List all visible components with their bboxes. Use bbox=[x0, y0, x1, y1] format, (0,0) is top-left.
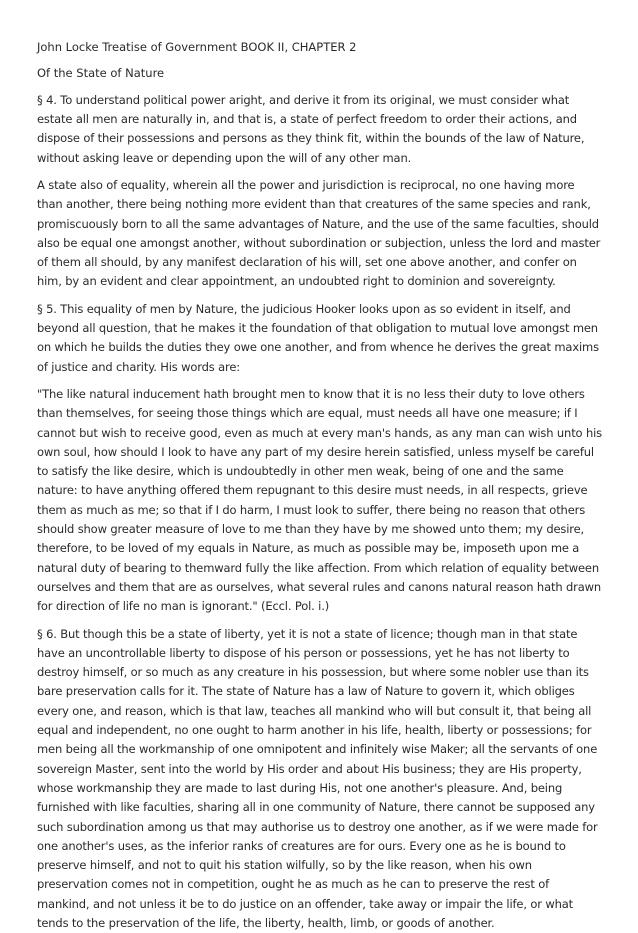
paragraph-section-5: § 5. This equality of men by Nature, the judicious Hooker looks upon as so evident in itself, and beyond all question, that he makes it the foundation of that obligation to mutual love amongst men on which he builds the duties they owe one another, and from whence he derives the great maxims of justice and charity. His words are: bbox=[37, 301, 599, 374]
paragraph-equality: A state also of equality, wherein all the power and jurisdiction is reciprocal, no one having more than another, there being nothing more evident than that creatures of the same species and rank, promiscuously born to all the same advantages of Nature, and the use of the same faculties, should also be equal one amongst another, without subordination or subjection, unless the lord and master of them all should, by any manifest declaration of his will, set one above another, and confer on him, by an evident and clear appointment, an undoubted right to dominion and sovereignty. bbox=[37, 178, 601, 289]
paragraph-section-4: § 4. To understand political power aright, and derive it from its original, we must consider what estate all men are naturally in, and that is, a state of perfect freedom to order their actions, and dispose of their possessions and persons as they think fit, within the bounds of the law of Nature, without asking leave or depending upon the will of any other man. bbox=[37, 92, 585, 165]
paragraph-hooker-quote: "The like natural inducement hath brought men to know that it is no less their duty to love others than themselves, for seeing those things which are equal, must needs all have one measure; if I cannot but wish to receive good, even as much at every man's hands, as any man can wish unto his own soul, how should I look to have any part of my desire herein satisfied, unless myself be careful to satisfy the like desire, which is undoubtedly in other men weak, being of one and the same nature: to have anything offered them repugnant to this desire must needs, in all respects, grieve them as much as me; so that if I do harm, I must look to suffer, there being no reason that others should show greater measure of love to me than they have by me showed unto them; my desire, therefore, to be loved of my equals in Nature, as much as possible may be, imposeth upon me a natural duty of bearing to themward fully the like affection. From which relation of equality between ourselves and them that are as ourselves, what several rules and canons natural reason hath drawn for direction of life no man is ignorant." (Eccl. Pol. i.) bbox=[37, 386, 602, 614]
document-header: John Locke Treatise of Government BOOK II, CHAPTER 2 bbox=[37, 40, 357, 54]
paragraph-section-6: § 6. But though this be a state of liberty, yet it is not a state of licence; though man in that state have an uncontrollable liberty to dispose of his person or possessions, yet he has not liberty to destroy himself, or so much as any creature in his possession, but where some nobler use than its bare preservation calls for it. The state of Nature has a law of Nature to govern it, which obliges every one, and reason, which is that law, teaches all mankind who will but consult it, that being all equal and independent, no one ought to harm another in his life, health, liberty or possessions; for men being all the workmanship of one omnipotent and infinitely wise Maker; all the servants of one sovereign Master, sent into the world by His order and about His business; they are His property, whose workmanship they are made to last during His, not one another's pleasure. And, being furnished with like faculties, sharing all in one community of Nature, there cannot be supposed any such subordination among us that may authorise us to destroy one another, as if we were made for one another's uses, as the inferior ranks of creatures are for ours. Every one as he is bound to preserve himself, and not to quit his station wilfully, so by the like reason, when his own preservation comes not in competition, ought he as much as he can to preserve the rest of mankind, and not unless it be to do justice on an offender, take away or impair the life, or what tends to the preservation of the life, the liberty, health, limb, or goods of another. bbox=[37, 626, 598, 930]
chapter-title: Of the State of Nature bbox=[37, 66, 165, 81]
